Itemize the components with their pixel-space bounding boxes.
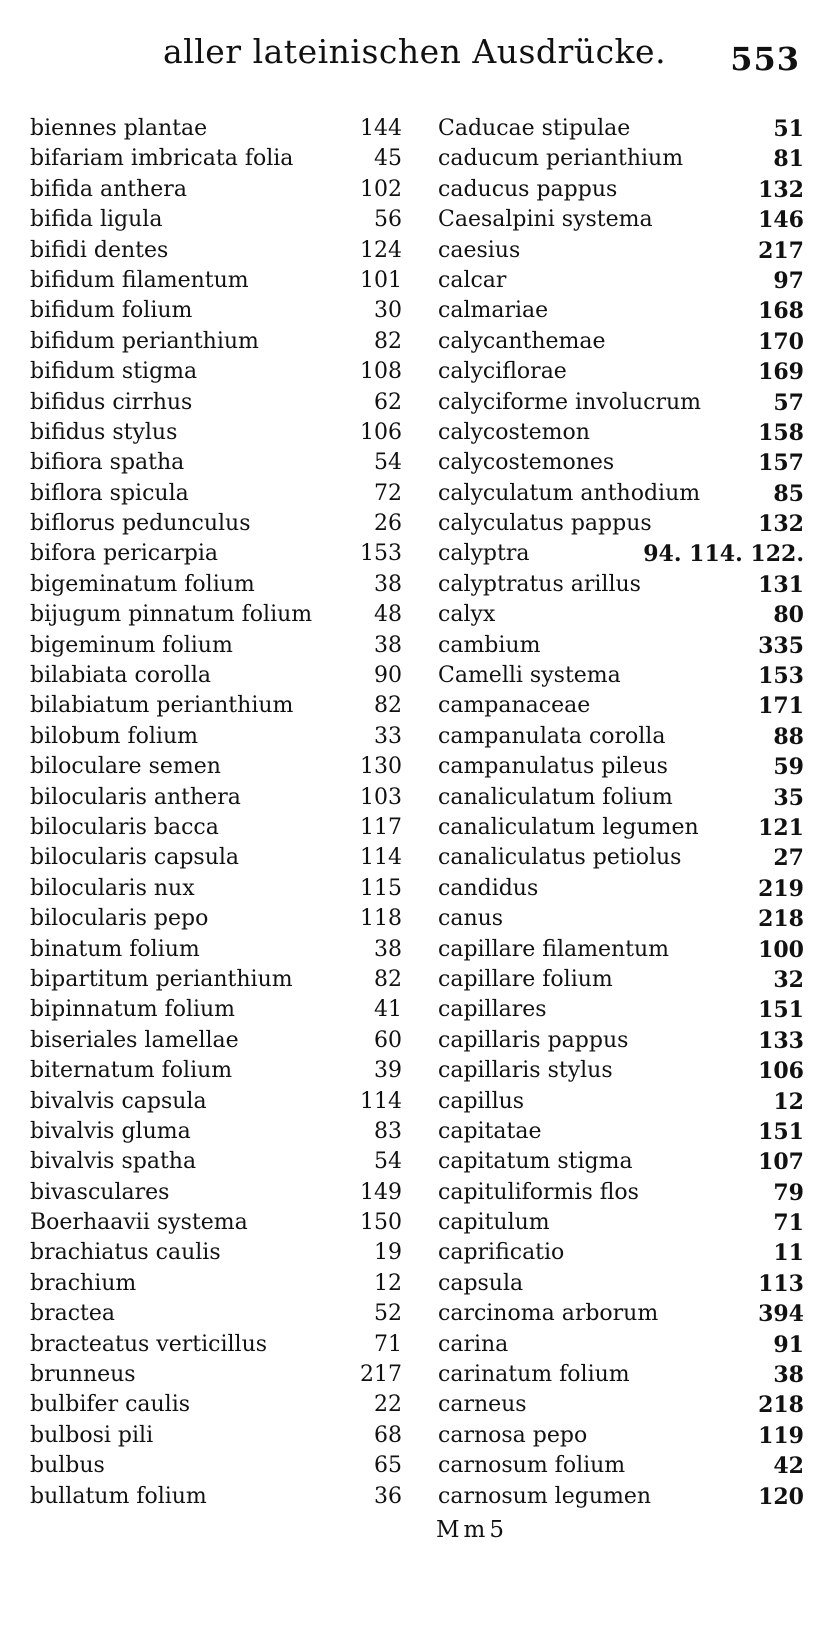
index-entry xyxy=(438,114,804,144)
index-term: campanulatus pileus xyxy=(438,754,668,780)
page-reference: 130 xyxy=(360,754,402,780)
index-entry xyxy=(438,1087,804,1117)
index-entry xyxy=(438,1421,804,1451)
index-term: bracteatus verticillus xyxy=(30,1331,268,1357)
index-entry xyxy=(30,995,402,1025)
index-term: carnosum legumen xyxy=(438,1483,652,1509)
index-entry xyxy=(438,1208,804,1238)
index-term: carnosa pepo xyxy=(438,1422,588,1448)
index-term: biflorus pedunculus xyxy=(30,511,251,537)
page-reference: 102 xyxy=(360,176,402,202)
page-reference: 113 xyxy=(758,1270,804,1297)
page-reference: 82 xyxy=(374,693,402,719)
page-reference: 132 xyxy=(758,176,804,203)
index-term: bifiora spatha xyxy=(30,450,185,476)
index-term: capitatae xyxy=(438,1118,542,1144)
page-reference: 218 xyxy=(758,1392,804,1419)
index-term: bulbosi pili xyxy=(30,1422,154,1448)
page-reference: 106 xyxy=(758,1058,804,1085)
index-entry xyxy=(438,661,804,691)
page-reference: 39 xyxy=(374,1058,402,1084)
index-entry xyxy=(30,205,402,235)
page-reference: 54 xyxy=(374,450,402,476)
page-reference: 83 xyxy=(374,1118,402,1144)
page-reference: 168 xyxy=(758,298,804,325)
index-term: capillares xyxy=(438,997,547,1023)
index-term: bifariam imbricata folia xyxy=(30,146,294,172)
index-term: Caducae stipulae xyxy=(438,116,631,141)
index-term: bipartitum perianthium xyxy=(30,966,293,992)
index-term: brunneus xyxy=(30,1362,136,1388)
page-reference: 144 xyxy=(360,116,402,141)
index-term: binatum folium xyxy=(30,936,200,962)
page-reference: 171 xyxy=(758,693,804,720)
index-entry xyxy=(30,600,402,630)
index-entry xyxy=(30,1421,402,1451)
index-term: capsula xyxy=(438,1270,524,1296)
page-reference: 153 xyxy=(360,541,402,567)
index-entry xyxy=(438,722,804,752)
page-reference: 59 xyxy=(773,754,804,781)
index-term: campanaceae xyxy=(438,693,591,719)
index-term: calycostemones xyxy=(438,450,615,476)
page-reference: 51 xyxy=(773,116,804,142)
page-reference: 60 xyxy=(374,1027,402,1053)
index-entry xyxy=(30,661,402,691)
index-entry xyxy=(438,1390,804,1420)
page-reference: 157 xyxy=(758,450,804,477)
page-reference: 117 xyxy=(360,814,402,840)
index-term: bipinnatum folium xyxy=(30,997,236,1023)
page-reference: 38 xyxy=(374,571,402,597)
index-entry xyxy=(30,843,402,873)
index-term: calmariae xyxy=(438,298,549,324)
index-term: canaliculatus petiolus xyxy=(438,845,682,871)
page-reference: 101 xyxy=(360,267,402,293)
page-reference: 132 xyxy=(758,511,804,538)
page-reference: 394 xyxy=(758,1301,804,1328)
index-term: calyptra xyxy=(438,541,530,567)
page-reference: 114 xyxy=(360,845,402,871)
index-entry xyxy=(30,296,402,326)
index-entry xyxy=(30,1178,402,1208)
page-reference: 12 xyxy=(374,1270,402,1296)
index-entry xyxy=(438,1178,804,1208)
index-entry xyxy=(438,296,804,326)
index-term: bifidus cirrhus xyxy=(30,389,193,415)
index-term: canaliculatum legumen xyxy=(438,814,699,840)
index-term: Caesalpini systema xyxy=(438,207,653,233)
index-term: bigeminatum folium xyxy=(30,571,255,597)
page-reference: 30 xyxy=(374,298,402,324)
index-entry xyxy=(438,631,804,661)
index-term: bivalvis gluma xyxy=(30,1118,191,1144)
page-reference: 79 xyxy=(773,1179,804,1206)
page-reference: 27 xyxy=(773,845,804,872)
index-entry xyxy=(438,236,804,266)
page-reference: 335 xyxy=(758,632,804,659)
index-entry xyxy=(438,327,804,357)
index-entry xyxy=(30,1147,402,1177)
page-reference: 219 xyxy=(758,875,804,902)
index-entry xyxy=(438,965,804,995)
page-reference: 48 xyxy=(374,602,402,628)
page-reference: 90 xyxy=(374,663,402,689)
index-entry xyxy=(438,1026,804,1056)
index-entry xyxy=(438,935,804,965)
page-reference: 12 xyxy=(773,1088,804,1115)
page-reference: 85 xyxy=(773,480,804,507)
page-header xyxy=(0,28,830,88)
page-reference: 38 xyxy=(374,632,402,658)
index-term: calyciflorae xyxy=(438,359,567,385)
index-entry xyxy=(438,1482,804,1512)
index-term: caprificatio xyxy=(438,1240,565,1266)
index-entry xyxy=(30,1087,402,1117)
index-entry xyxy=(438,1330,804,1360)
index-entry xyxy=(438,904,804,934)
page-reference: 119 xyxy=(758,1422,804,1449)
index-entry xyxy=(30,904,402,934)
index-entry xyxy=(30,874,402,904)
index-term: calyciforme involucrum xyxy=(438,389,701,415)
index-term: capituliformis flos xyxy=(438,1179,639,1205)
index-entry xyxy=(438,1360,804,1390)
index-entry xyxy=(438,388,804,418)
page-reference: 97 xyxy=(773,267,804,294)
index-term: candidus xyxy=(438,875,539,901)
page-reference: 38 xyxy=(773,1362,804,1389)
index-term: brachium xyxy=(30,1270,137,1296)
index-term: brachiatus caulis xyxy=(30,1240,221,1266)
index-term: cambium xyxy=(438,632,541,658)
index-entry xyxy=(438,1269,804,1299)
page-reference: 35 xyxy=(773,784,804,811)
page-reference: 52 xyxy=(374,1301,402,1327)
index-term: carnosum folium xyxy=(438,1453,626,1479)
index-entry xyxy=(30,1390,402,1420)
index-entry xyxy=(30,266,402,296)
index-entry xyxy=(438,1147,804,1177)
page-reference: 106 xyxy=(360,419,402,445)
page-reference: 82 xyxy=(374,328,402,354)
index-term: bifidus stylus xyxy=(30,419,178,445)
page-reference: 107 xyxy=(758,1149,804,1176)
index-entry xyxy=(30,783,402,813)
index-entry xyxy=(30,1299,402,1329)
index-entry xyxy=(30,935,402,965)
index-term: bilabiata corolla xyxy=(30,663,211,689)
page-reference: 131 xyxy=(758,571,804,598)
index-entry xyxy=(30,631,402,661)
index-entry xyxy=(438,509,804,539)
index-term: bifidum folium xyxy=(30,298,193,324)
running-title: aller lateinischen Ausdrücke. xyxy=(163,32,667,71)
index-term: bilocularis anthera xyxy=(30,784,241,810)
index-term: capitatum stigma xyxy=(438,1149,633,1175)
page-reference: 54 xyxy=(374,1149,402,1175)
index-entry xyxy=(438,691,804,721)
index-entry xyxy=(438,357,804,387)
index-term: bifora pericarpia xyxy=(30,541,218,567)
page-reference: 65 xyxy=(374,1453,402,1479)
page-reference: 153 xyxy=(758,663,804,690)
page-reference: 26 xyxy=(374,511,402,537)
index-term: calyculatus pappus xyxy=(438,511,652,537)
page-reference: 114 xyxy=(360,1088,402,1114)
index-term: campanulata corolla xyxy=(438,723,666,749)
index-term: carneus xyxy=(438,1392,527,1418)
page-reference: 72 xyxy=(374,480,402,506)
page-reference: 22 xyxy=(374,1392,402,1418)
page-reference: 170 xyxy=(758,328,804,355)
index-term: biseriales lamellae xyxy=(30,1027,239,1053)
index-term: bilocularis pepo xyxy=(30,906,209,932)
index-term: bijugum pinnatum folium xyxy=(30,602,313,628)
index-entry xyxy=(438,1299,804,1329)
index-entry xyxy=(438,175,804,205)
index-entry xyxy=(438,1117,804,1147)
index-entry xyxy=(30,1056,402,1086)
index-term: bivalvis capsula xyxy=(30,1088,207,1114)
index-entry xyxy=(30,418,402,448)
index-entry xyxy=(438,783,804,813)
index-entry xyxy=(438,600,804,630)
page-reference: 133 xyxy=(758,1027,804,1054)
index-term: capillare filamentum xyxy=(438,936,670,962)
page-reference: 11 xyxy=(773,1240,804,1267)
index-entry xyxy=(438,752,804,782)
index-term: capitulum xyxy=(438,1210,550,1236)
index-entry xyxy=(30,509,402,539)
index-entry xyxy=(438,448,804,478)
index-term: capillaris stylus xyxy=(438,1058,613,1084)
index-entry xyxy=(30,236,402,266)
page-reference: 217 xyxy=(758,237,804,264)
page-reference: 103 xyxy=(360,784,402,810)
index-entry xyxy=(30,144,402,174)
index-term: bilocularis nux xyxy=(30,875,195,901)
page-reference: 19 xyxy=(374,1240,402,1266)
index-entry xyxy=(30,1238,402,1268)
index-entry xyxy=(30,1330,402,1360)
index-term: caducum perianthium xyxy=(438,146,684,172)
index-term: bifida ligula xyxy=(30,207,163,233)
page-reference: 91 xyxy=(773,1331,804,1358)
index-term: bigeminum folium xyxy=(30,632,233,658)
page-reference: 32 xyxy=(773,966,804,993)
page-reference: 33 xyxy=(374,723,402,749)
index-term: bivalvis spatha xyxy=(30,1149,197,1175)
index-entry xyxy=(438,1238,804,1268)
page-reference: 169 xyxy=(758,359,804,386)
page-reference: 94. 114. 122. xyxy=(643,541,804,568)
index-term: carina xyxy=(438,1331,509,1357)
page-reference: 71 xyxy=(374,1331,402,1357)
index-term: Camelli systema xyxy=(438,663,621,689)
index-entry xyxy=(438,539,804,569)
page-reference: 71 xyxy=(773,1210,804,1237)
index-entry xyxy=(30,722,402,752)
index-entry xyxy=(438,843,804,873)
page-reference: 218 xyxy=(758,906,804,933)
index-entry xyxy=(30,691,402,721)
index-term: biternatum folium xyxy=(30,1058,233,1084)
signature-mark: Mm5 xyxy=(436,1517,508,1543)
page-reference: 80 xyxy=(773,602,804,629)
index-term: calyculatum anthodium xyxy=(438,480,701,506)
page-reference: 82 xyxy=(374,966,402,992)
index-entry xyxy=(30,965,402,995)
index-term: biflora spicula xyxy=(30,480,189,506)
page-reference: 57 xyxy=(773,389,804,416)
page-reference: 81 xyxy=(773,146,804,173)
page-reference: 115 xyxy=(360,875,402,901)
page-reference: 146 xyxy=(758,207,804,234)
index-term: bilocularis capsula xyxy=(30,845,240,871)
index-term: bilabiatum perianthium xyxy=(30,693,294,719)
index-column-left xyxy=(30,114,402,1512)
index-entry xyxy=(30,327,402,357)
page-reference: 88 xyxy=(773,723,804,750)
index-term: bractea xyxy=(30,1301,116,1327)
index-term: caesius xyxy=(438,237,521,263)
index-entry xyxy=(30,813,402,843)
index-term: carinatum folium xyxy=(438,1362,630,1388)
index-entry xyxy=(30,1482,402,1512)
index-term: bivasculares xyxy=(30,1179,170,1205)
index-term: calyptratus arillus xyxy=(438,571,641,597)
index-entry xyxy=(30,114,402,144)
index-term: calycanthemae xyxy=(438,328,606,354)
index-term: bifidum stigma xyxy=(30,359,198,385)
page-reference: 118 xyxy=(360,906,402,932)
index-term: canaliculatum folium xyxy=(438,784,673,810)
index-term: carcinoma arborum xyxy=(438,1301,659,1327)
index-column-right xyxy=(438,114,804,1512)
page-reference: 217 xyxy=(360,1362,402,1388)
page-reference: 56 xyxy=(374,207,402,233)
index-term: capillus xyxy=(438,1088,525,1114)
index-term: capillare folium xyxy=(438,966,613,992)
index-entry xyxy=(30,1117,402,1147)
page-reference: 121 xyxy=(758,814,804,841)
index-term: bulbus xyxy=(30,1453,105,1479)
index-entry xyxy=(30,175,402,205)
index-entry xyxy=(438,1451,804,1481)
index-entry xyxy=(438,479,804,509)
index-entry xyxy=(30,752,402,782)
index-entry xyxy=(438,995,804,1025)
page-reference: 124 xyxy=(360,237,402,263)
index-entry xyxy=(30,479,402,509)
index-term: calycostemon xyxy=(438,419,590,445)
page-reference: 62 xyxy=(374,389,402,415)
page-reference: 36 xyxy=(374,1483,402,1509)
index-entry xyxy=(30,357,402,387)
index-term: biennes plantae xyxy=(30,116,208,141)
page-reference: 45 xyxy=(374,146,402,172)
index-term: calcar xyxy=(438,267,507,293)
index-entry xyxy=(438,1056,804,1086)
page-number: 553 xyxy=(730,40,800,78)
index-term: bilobum folium xyxy=(30,723,198,749)
index-term: canus xyxy=(438,906,504,932)
page-reference: 151 xyxy=(758,1118,804,1145)
page-reference: 42 xyxy=(773,1453,804,1480)
index-entry xyxy=(30,570,402,600)
index-entry xyxy=(30,1451,402,1481)
index-term: caducus pappus xyxy=(438,176,618,202)
index-term: bifida anthera xyxy=(30,176,187,202)
index-entry xyxy=(30,1360,402,1390)
page-reference: 158 xyxy=(758,419,804,446)
page-reference: 100 xyxy=(758,936,804,963)
page-reference: 150 xyxy=(360,1210,402,1236)
index-term: bifidum filamentum xyxy=(30,267,249,293)
index-term: capillaris pappus xyxy=(438,1027,629,1053)
index-term: bulbifer caulis xyxy=(30,1392,191,1418)
index-entry xyxy=(30,1026,402,1056)
index-entry xyxy=(438,205,804,235)
page-reference: 120 xyxy=(758,1483,804,1510)
index-entry xyxy=(30,448,402,478)
page-reference: 68 xyxy=(374,1422,402,1448)
index-term: bilocularis bacca xyxy=(30,814,219,840)
index-entry xyxy=(30,539,402,569)
index-entry xyxy=(438,570,804,600)
page-reference: 149 xyxy=(360,1179,402,1205)
index-term: Boerhaavii systema xyxy=(30,1210,248,1236)
index-entry xyxy=(30,1208,402,1238)
index-term: bullatum folium xyxy=(30,1483,207,1509)
page-reference: 108 xyxy=(360,359,402,385)
index-entry xyxy=(438,266,804,296)
page-reference: 41 xyxy=(374,997,402,1023)
index-entry xyxy=(438,874,804,904)
page-reference: 151 xyxy=(758,997,804,1024)
index-entry xyxy=(438,144,804,174)
index-term: calyx xyxy=(438,602,496,628)
index-entry xyxy=(30,1269,402,1299)
index-entry xyxy=(438,813,804,843)
index-entry xyxy=(438,418,804,448)
index-term: bifidum perianthium xyxy=(30,328,259,354)
page-reference: 38 xyxy=(374,936,402,962)
index-term: biloculare semen xyxy=(30,754,221,780)
index-entry xyxy=(30,388,402,418)
index-term: bifidi dentes xyxy=(30,237,169,263)
